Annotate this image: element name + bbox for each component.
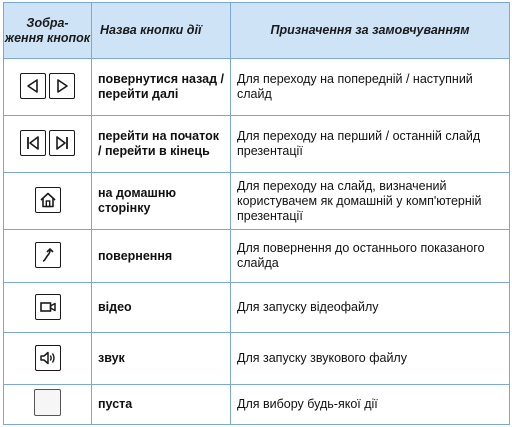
home-icon (35, 187, 61, 213)
header-images-line1: Зобра- (26, 15, 69, 30)
button-description: Для переходу на слайд, визначений користувачем як домашній у комп'ютерній презентації (231, 173, 510, 230)
button-name: повернутися назад / перейти далі (92, 59, 231, 116)
button-name: відео (92, 283, 231, 333)
icon-cell (4, 333, 92, 385)
header-row (4, 3, 510, 59)
return-icon (35, 242, 61, 268)
action-buttons-table (3, 2, 510, 425)
table-row (4, 173, 510, 230)
last-icon (49, 130, 75, 156)
header-images (4, 3, 92, 59)
button-name: пуста (92, 385, 231, 425)
table-row (4, 333, 510, 385)
action-buttons-table-wrapper (3, 2, 509, 425)
forward-icon (49, 73, 75, 99)
video-icon (35, 294, 61, 320)
blank-icon (34, 389, 61, 416)
button-description: Для вибору будь-якої дії (231, 385, 510, 425)
header-images-line2: ження кнопок (4, 30, 91, 45)
icon-cell (4, 283, 92, 333)
table-row (4, 230, 510, 283)
button-description: Для запуску відеофайлу (231, 283, 510, 333)
table-row (4, 59, 510, 116)
table-row (4, 385, 510, 425)
icon-cell (4, 173, 92, 230)
button-name: повернення (92, 230, 231, 283)
table-row (4, 116, 510, 173)
button-description: Для переходу на попередній / наступний слайд (231, 59, 510, 116)
icon-cell (4, 385, 92, 425)
button-description: Для запуску звукового файлу (231, 333, 510, 385)
header-name: Назва кнопки дії (92, 3, 231, 59)
table-row (4, 283, 510, 333)
icon-cell (4, 230, 92, 283)
icon-cell (4, 116, 92, 173)
icon-cell (4, 59, 92, 116)
button-description: Для переходу на перший / останній слайд презентації (231, 116, 510, 173)
sound-icon (35, 345, 61, 371)
button-name: звук (92, 333, 231, 385)
button-name: на домашню сторінку (92, 173, 231, 230)
button-name: перейти на початок / перейти в кінець (92, 116, 231, 173)
button-description: Для повернення до останнього показаного слайда (231, 230, 510, 283)
back-icon (20, 73, 46, 99)
header-purpose: Призначення за замовчуванням (231, 3, 510, 59)
first-icon (20, 130, 46, 156)
